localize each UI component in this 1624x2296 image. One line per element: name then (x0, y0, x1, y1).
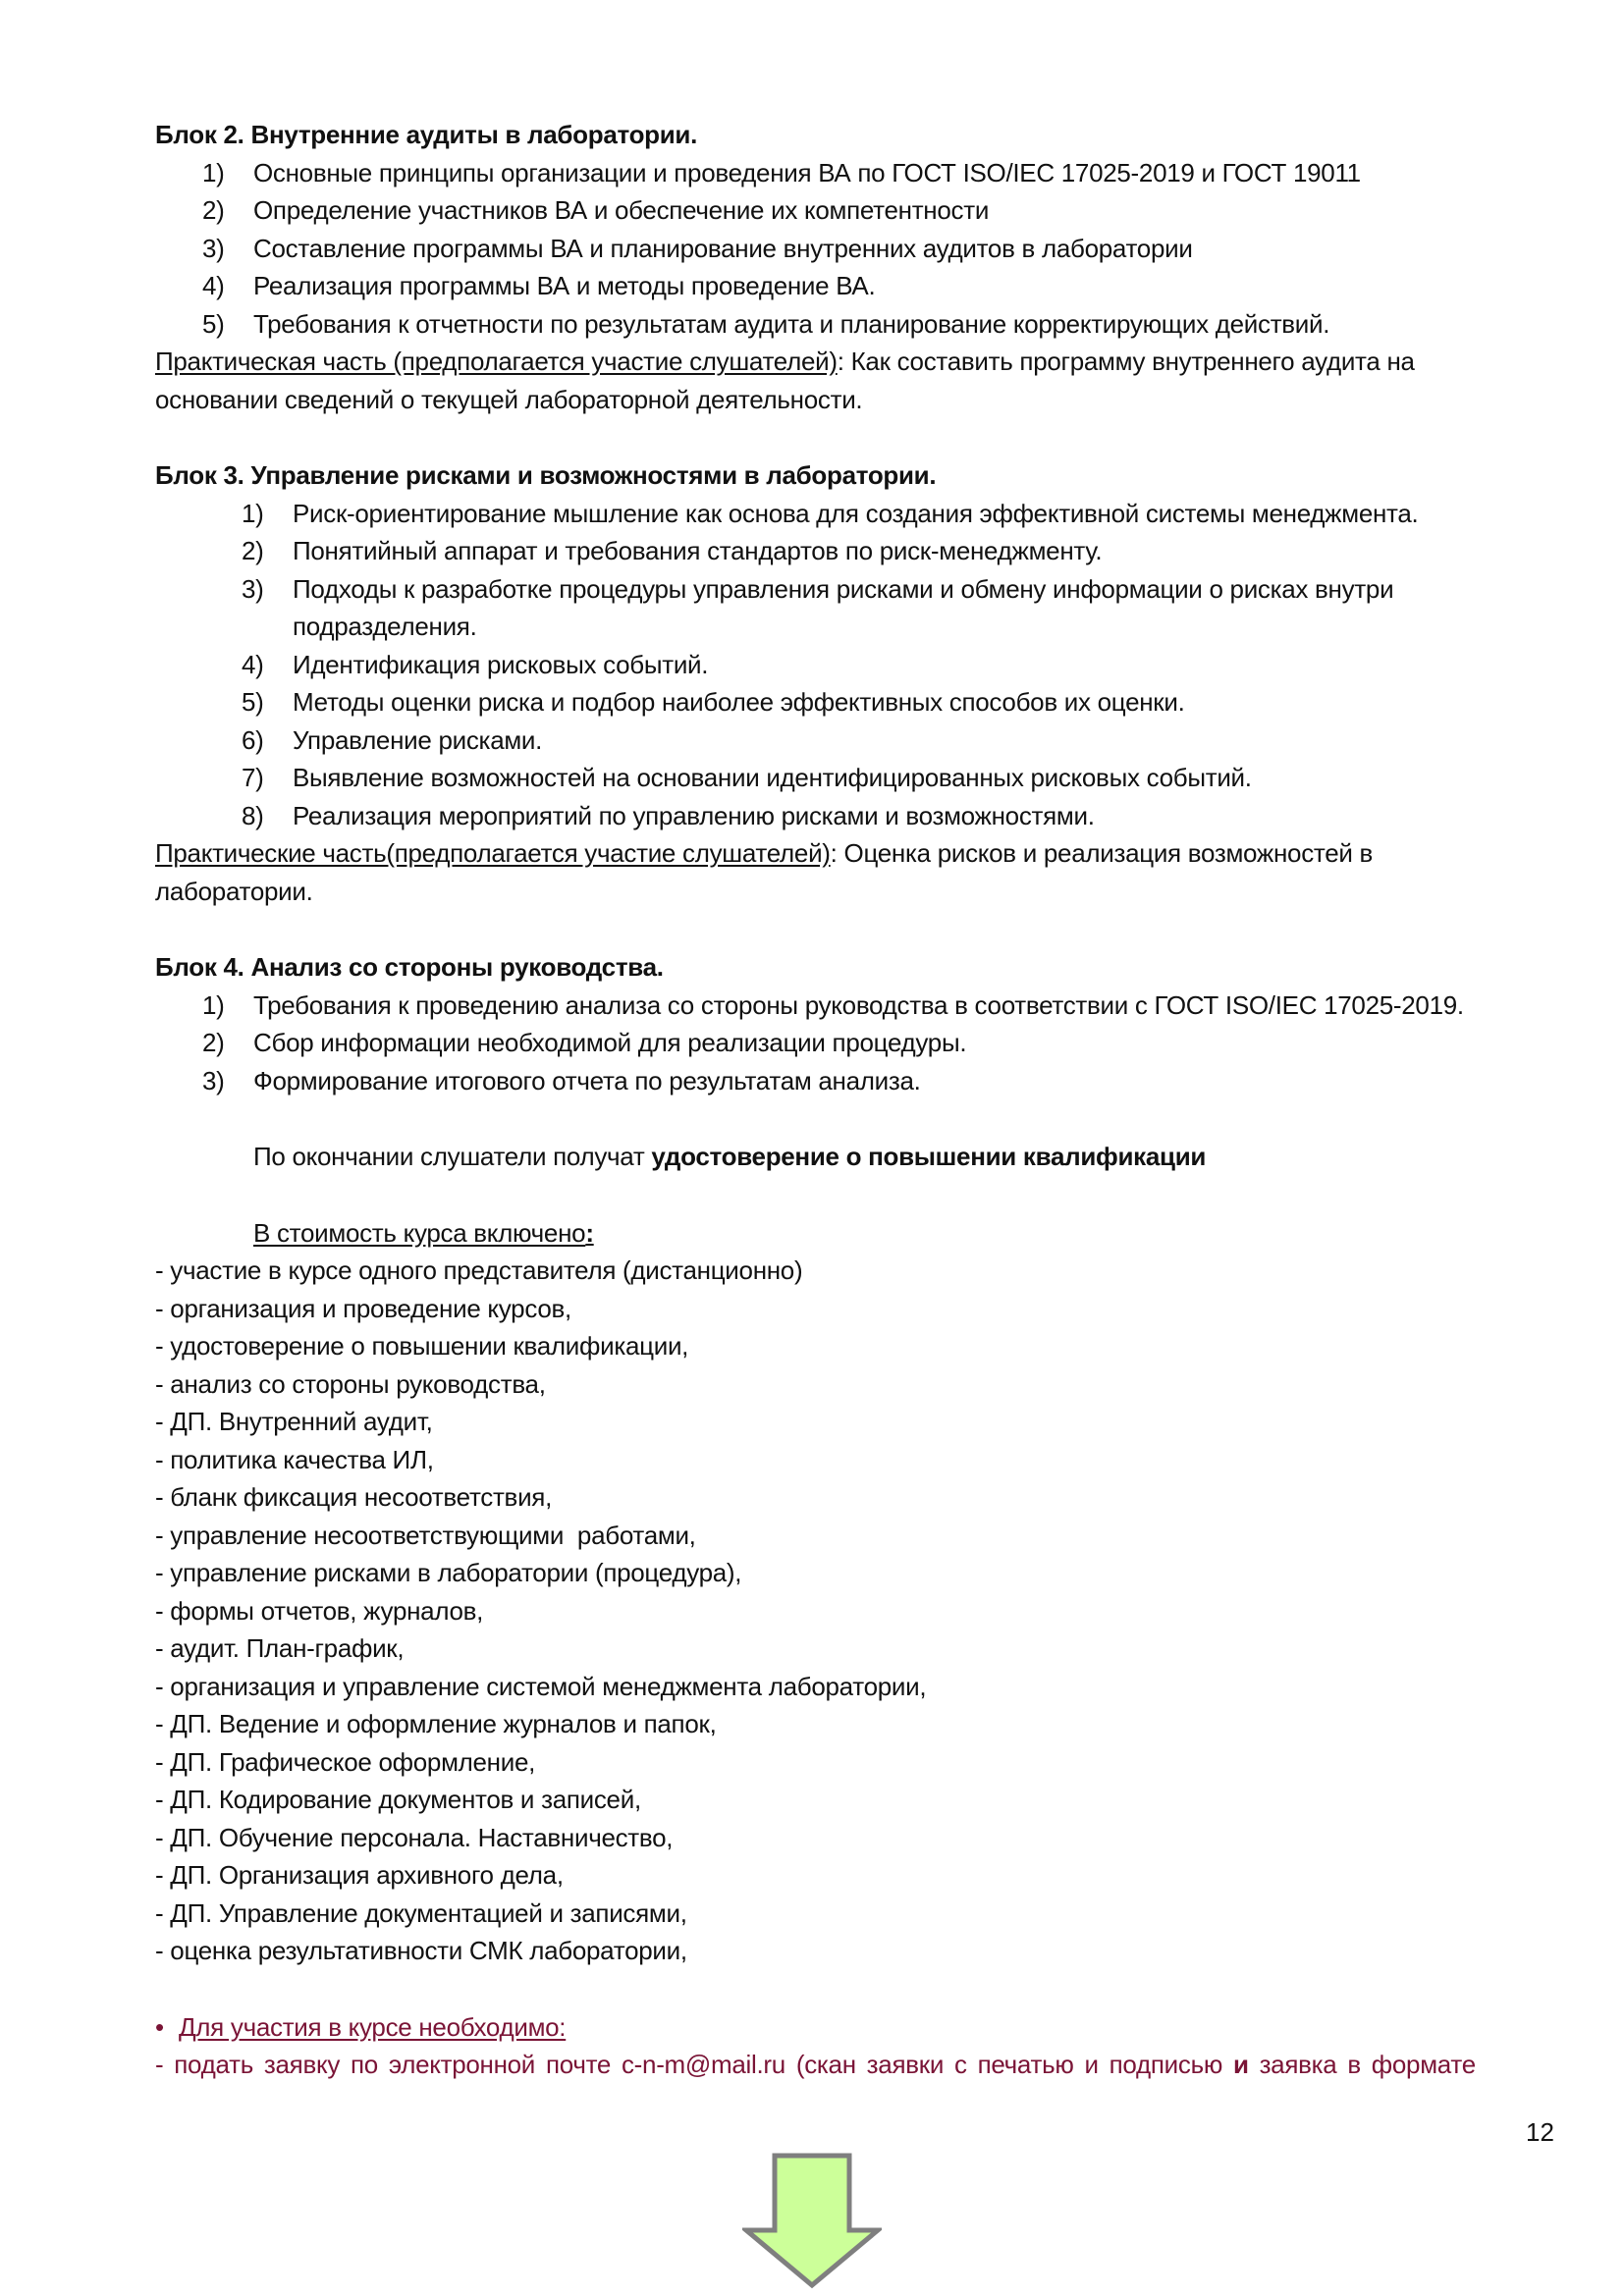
list-item (155, 191, 1530, 230)
item-text: Методы оценки риска и подбор наиболее эффективных способов их оценки. (293, 687, 1185, 717)
list-item (155, 305, 1530, 344)
requirements-line-part1: - подать заявку по электронной почте c-n-m@mail.ru (скан заявки с печатью и подписью (155, 2050, 1233, 2079)
list-item: - ДП. Организация архивного дела, (155, 1860, 564, 1890)
spacer (155, 418, 1530, 456)
down-arrow-shape (746, 2156, 878, 2285)
item-number: 2) (202, 1028, 225, 1057)
item-number: 4) (202, 271, 225, 300)
item-text: Требования к отчетности по результатам аудита и планирование корректирующих действий. (253, 308, 1330, 339)
list-item (155, 267, 1530, 305)
page-number: 12 (1526, 2117, 1554, 2147)
item-number: 5) (202, 308, 225, 339)
list-item (155, 532, 1530, 570)
item-number: 8) (242, 800, 264, 830)
list-item: - бланк фиксация несоответствия, (155, 1482, 553, 1512)
item-number: 1) (202, 157, 225, 187)
practice-text: : Оценка рисков и реализация возможностей в лаборатории. (155, 838, 1374, 906)
bullet-icon: • (155, 2011, 164, 2042)
down-arrow-icon (742, 2152, 882, 2289)
requirements-line (155, 2046, 1530, 2084)
list-item (155, 1062, 1530, 1100)
item-text: Выявление возможностей на основании идентифицированных рисковых событий. (293, 763, 1252, 792)
participation-requirements (155, 2008, 1530, 2084)
requirements-line-part2: заявка в формате (1248, 2050, 1476, 2079)
list-item (155, 646, 1530, 684)
includes-title-colon: : (585, 1217, 594, 1248)
list-item (155, 987, 1530, 1025)
block-4-list (155, 987, 1530, 1100)
list-item: - анализ со стороны руководства, (155, 1368, 546, 1399)
list-item (155, 797, 1530, 835)
list-item: - аудит. План-график, (155, 1633, 405, 1663)
certificate-prefix: По окончании слушатели получат (253, 1142, 652, 1171)
item-text: Понятийный аппарат и требования стандартов по риск-менеджменту. (293, 536, 1103, 565)
list-item (155, 570, 1530, 646)
includes-title-text: В стоимость курса включено (253, 1217, 586, 1248)
list-item (155, 154, 1530, 192)
item-number: 1) (202, 989, 225, 1020)
includes-title (155, 1214, 1530, 1253)
item-number: 5) (242, 687, 264, 717)
block-2-list (155, 154, 1530, 344)
spacer (155, 1970, 1530, 2008)
item-text: Подходы к разработке процедуры управления рисками и обмену информации о рисках внутри подразделения. (293, 573, 1394, 641)
block-2 (155, 116, 1530, 418)
item-text: Реализация программы ВА и методы проведение ВА. (253, 271, 876, 300)
spacer (155, 910, 1530, 948)
item-number: 3) (242, 573, 264, 604)
item-text: Основные принципы организации и проведения ВА по ГОСТ ISO/IEC 17025-2019 и ГОСТ 19011 (253, 157, 1361, 187)
item-number: 2) (202, 195, 225, 225)
list-item (155, 721, 1530, 760)
item-number: 3) (202, 1065, 225, 1095)
requirements-line-bold: и (1232, 2050, 1249, 2079)
item-number: 1) (242, 498, 264, 528)
list-item: - ДП. Внутренний аудит, (155, 1407, 433, 1436)
spacer (155, 1099, 1530, 1138)
item-number: 2) (242, 536, 264, 565)
block-4-title: Блок 4. Анализ со стороны руководства. (155, 952, 664, 982)
item-text: Сбор информации необходимой для реализации процедуры. (253, 1028, 967, 1057)
block-2-practice (155, 343, 1530, 418)
item-text: Идентификация рисковых событий. (293, 649, 709, 679)
list-item: - удостоверение о повышении квалификации, (155, 1331, 689, 1361)
list-item: - участие в курсе одного представителя (дистанционно) (155, 1255, 803, 1285)
list-item (155, 683, 1530, 721)
certificate-bold: удостоверение о повышении квалификации (651, 1142, 1207, 1171)
item-text: Формирование итогового отчета по результатам анализа. (253, 1065, 921, 1095)
list-item: - ДП. Ведение и оформление журналов и папок, (155, 1709, 717, 1738)
list-item: - управление несоответствующими работами, (155, 1520, 696, 1550)
list-item: - формы отчетов, журналов, (155, 1595, 484, 1626)
item-number: 3) (202, 233, 225, 263)
item-text: Составление программы ВА и планирование внутренних аудитов в лаборатории (253, 233, 1193, 263)
block-3-title: Блок 3. Управление рисками и возможностями в лаборатории. (155, 460, 937, 490)
block-2-title: Блок 2. Внутренние аудиты в лаборатории. (155, 120, 698, 149)
list-item (155, 495, 1530, 533)
page-content (155, 116, 1530, 2084)
course-includes (155, 1214, 1530, 1970)
list-item (155, 759, 1530, 797)
item-text: Управление рисками. (293, 724, 543, 755)
block-3-practice (155, 834, 1530, 910)
list-item: - организация и проведение курсов, (155, 1293, 571, 1323)
practice-label: Практическая часть (предполагается участие слушателей) (155, 347, 838, 376)
includes-list (155, 1252, 1530, 1970)
list-item (155, 1024, 1530, 1062)
spacer (155, 1176, 1530, 1214)
list-item: - ДП. Обучение персонала. Наставничество, (155, 1822, 674, 1852)
list-item: - оценка результативности СМК лаборатории, (155, 1936, 687, 1965)
block-3 (155, 456, 1530, 910)
list-item (155, 230, 1530, 268)
list-item: - организация и управление системой менеджмента лаборатории, (155, 1671, 927, 1701)
requirements-title (155, 2008, 1530, 2047)
item-text: Риск-ориентирование мышление как основа для создания эффективной системы менеджмента. (293, 498, 1419, 528)
list-item: - управление рисками в лаборатории (процедура), (155, 1558, 742, 1587)
block-4 (155, 948, 1530, 1099)
list-item: - ДП. Графическое оформление, (155, 1746, 536, 1777)
item-text: Реализация мероприятий по управлению рисками и возможностями. (293, 800, 1095, 830)
certificate-note (155, 1138, 1530, 1176)
item-number: 6) (242, 724, 264, 755)
block-3-list (155, 495, 1530, 835)
item-number: 7) (242, 763, 264, 792)
item-text: Требования к проведению анализа со стороны руководства в соответствии с ГОСТ ISO/IEC 17025-2019. (253, 989, 1464, 1020)
list-item: - политика качества ИЛ, (155, 1444, 434, 1474)
list-item: - ДП. Кодирование документов и записей, (155, 1785, 641, 1814)
item-number: 4) (242, 649, 264, 679)
practice-label: Практические часть(предполагается участие слушателей) (155, 838, 831, 868)
practice-text: : Как составить программу внутреннего аудита на основании сведений о текущей лабораторной деятельности. (155, 347, 1415, 414)
requirements-title-text: Для участия в курсе необходимо: (179, 2011, 567, 2042)
list-item: - ДП. Управление документацией и записями, (155, 1897, 687, 1928)
item-text: Определение участников ВА и обеспечение их компетентности (253, 195, 990, 225)
